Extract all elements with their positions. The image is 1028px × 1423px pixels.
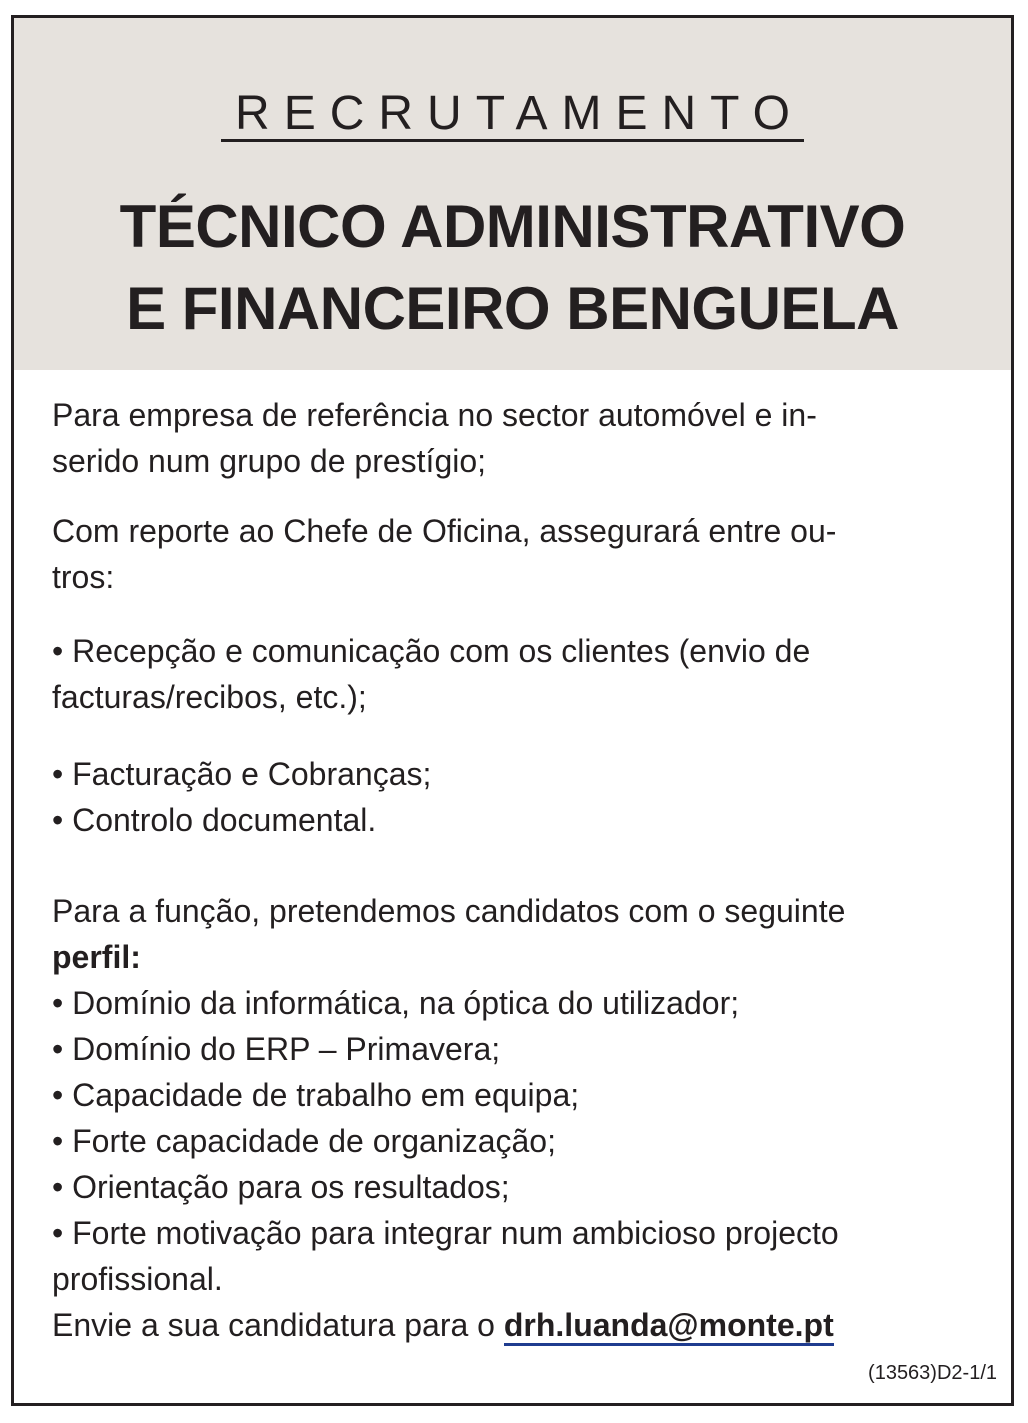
job-ad [11, 15, 1014, 1406]
profile-section [52, 888, 982, 1348]
reporting-line-2: tros: [52, 559, 115, 595]
profile-item: • Domínio do ERP – Primavera; [52, 1031, 501, 1067]
profile-item: • Capacidade de trabalho em equipa; [52, 1077, 580, 1113]
duty-item-1-line-1: • Recepção e comunicação com os clientes (envio de [52, 633, 811, 669]
job-title-line-1: TÉCNICO ADMINISTRATIVO [119, 193, 906, 260]
reference-code: (13563)D2-1/1 [868, 1362, 997, 1384]
profile-item-continuation: profissional. [52, 1261, 223, 1297]
duty-item-1 [52, 628, 982, 720]
profile-heading: perfil: [52, 939, 141, 975]
intro-line-2: serido num grupo de prestígio; [52, 443, 487, 479]
header-band [14, 18, 1011, 370]
duty-item-3: • Controlo documental. [52, 802, 377, 838]
profile-item: • Forte motivação para integrar num ambicioso projecto [52, 1215, 839, 1251]
duty-list [52, 751, 982, 843]
job-title [14, 186, 1011, 350]
reporting-line-1: Com reporte ao Chefe de Oficina, assegurará entre ou- [52, 513, 837, 549]
intro-paragraph [52, 392, 982, 484]
intro-line-1: Para empresa de referência no sector automóvel e in- [52, 397, 817, 433]
profile-item: • Forte capacidade de organização; [52, 1123, 556, 1159]
application-email-link[interactable]: drh.luanda@monte.pt [504, 1307, 834, 1346]
duty-item-1-line-2: facturas/recibos, etc.); [52, 679, 367, 715]
job-title-line-2: E FINANCEIRO BENGUELA [126, 275, 899, 342]
profile-item: • Domínio da informática, na óptica do utilizador; [52, 985, 740, 1021]
duty-item-2: • Facturação e Cobranças; [52, 756, 432, 792]
apply-line [52, 1302, 982, 1348]
apply-text: Envie a sua candidatura para o [52, 1307, 504, 1343]
profile-item: • Orientação para os resultados; [52, 1169, 510, 1205]
kicker-text: RECRUTAMENTO [221, 89, 804, 142]
profile-lead: Para a função, pretendemos candidatos com o seguinte [52, 893, 846, 929]
reporting-paragraph [52, 508, 982, 600]
ad-kicker [14, 86, 1011, 142]
